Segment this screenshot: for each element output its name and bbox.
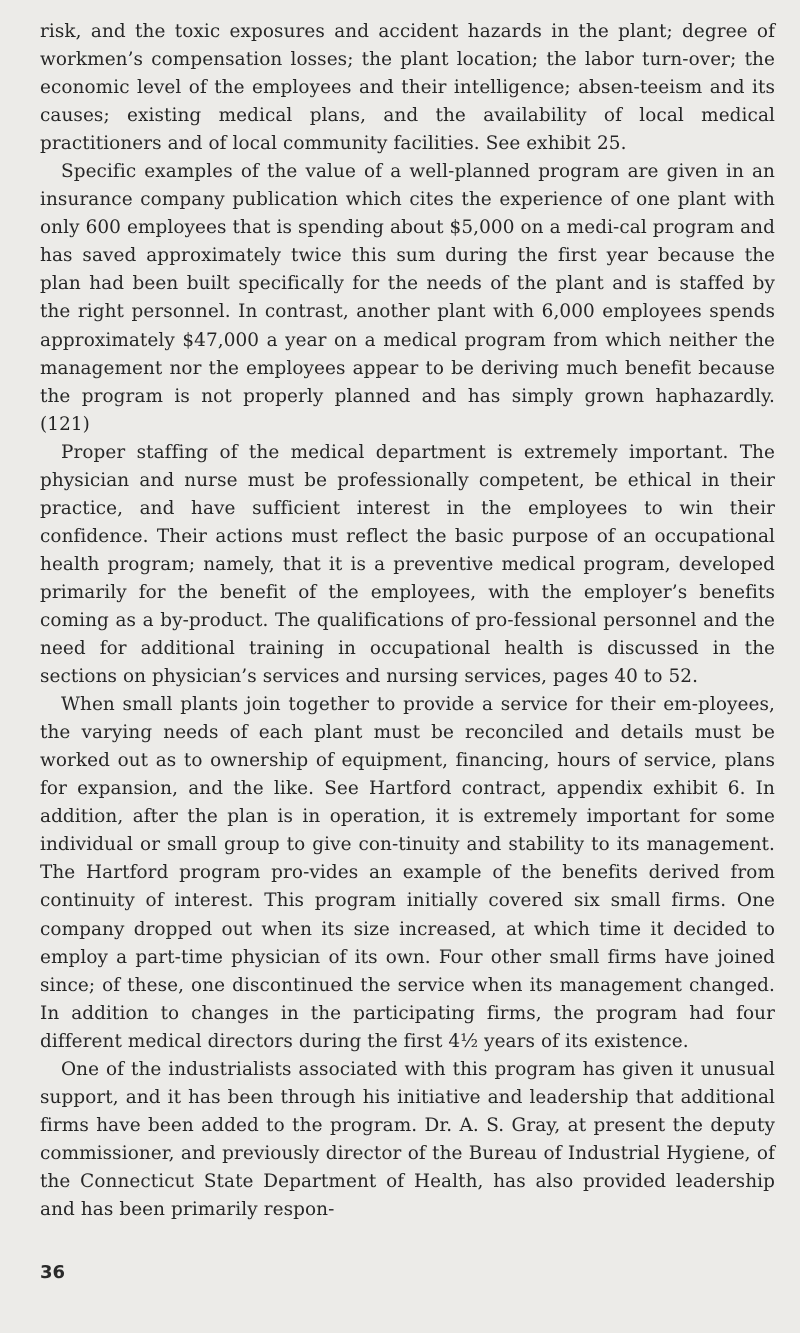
body-text	[40, 18, 775, 1224]
paragraph-small-plants: When small plants join together to provide a service for their em-ployees, the varying needs of each plant must be reconciled and details must be worked out as to ownership of equipment, financing, hours of service, plans for expansion, and the like. See Hartford contract, appendix exhibit 6. In addition, after the plan is in operation, it is extremely important for some individual or small group to give con-tinuity and stability to its management. The Hartford program pro-vides an example of the benefits derived from continuity of interest. This program initially covered six small firms. One company dropped out when its size increased, at which time it decided to employ a part-time physician of its own. Four other small firms have joined since; of these, one discontinued the service when its management changed. In addition to changes in the participating firms, the program had four different medical directors during the first 4½ years of its existence.	[40, 694, 775, 1052]
paragraph-industrialists: One of the industrialists associated with this program has given it unusual support, and it has been through his initiative and leadership that additional firms have been added to the program. Dr. A. S. Gray, at present the deputy commissioner, and previously director of the Bureau of Industrial Hygiene, of the Connecticut State Department of Health, has also provided leadership and has been primarily respon-	[40, 1058, 775, 1220]
paragraph-specific-examples: Specific examples of the value of a well-planned program are given in an insurance company publication which cites the experience of one plant with only 600 employees that is spending about $5,000 on a medi-cal program and has saved approximately twice this sum during the first year because the plan had been built specifically for the needs of the plant and is staffed by the right personnel. In contrast, another plant with 6,000 employees spends approximately $47,000 a year on a medical program from which neither the management nor the employees appear to be deriving much benefit because the program is not properly planned and has simply grown haphazardly. (121)	[40, 161, 775, 435]
paragraph-continuation: risk, and the toxic exposures and accident hazards in the plant; degree of workmen’s compensation losses; the plant location; the labor turn-over; the economic level of the employees and their intelligence; absen-teeism and its causes; existing medical plans, and the availability of local medical practitioners and of local community facilities. See exhibit 25.	[40, 21, 775, 155]
page-number: 36	[40, 1262, 66, 1283]
paragraph-proper-staffing: Proper staffing of the medical department is extremely important. The physician and nurse must be professionally competent, be ethical in their practice, and have sufficient interest in the employees to win their confidence. Their actions must reflect the basic purpose of an occupational health program; namely, that it is a preventive medical program, developed primarily for the benefit of the employees, with the employer’s benefits coming as a by-product. The qualifications of pro-fessional personnel and the need for additional training in occupational health is discussed in the sections on physician’s services and nursing services, pages 40 to 52.	[40, 441, 775, 688]
